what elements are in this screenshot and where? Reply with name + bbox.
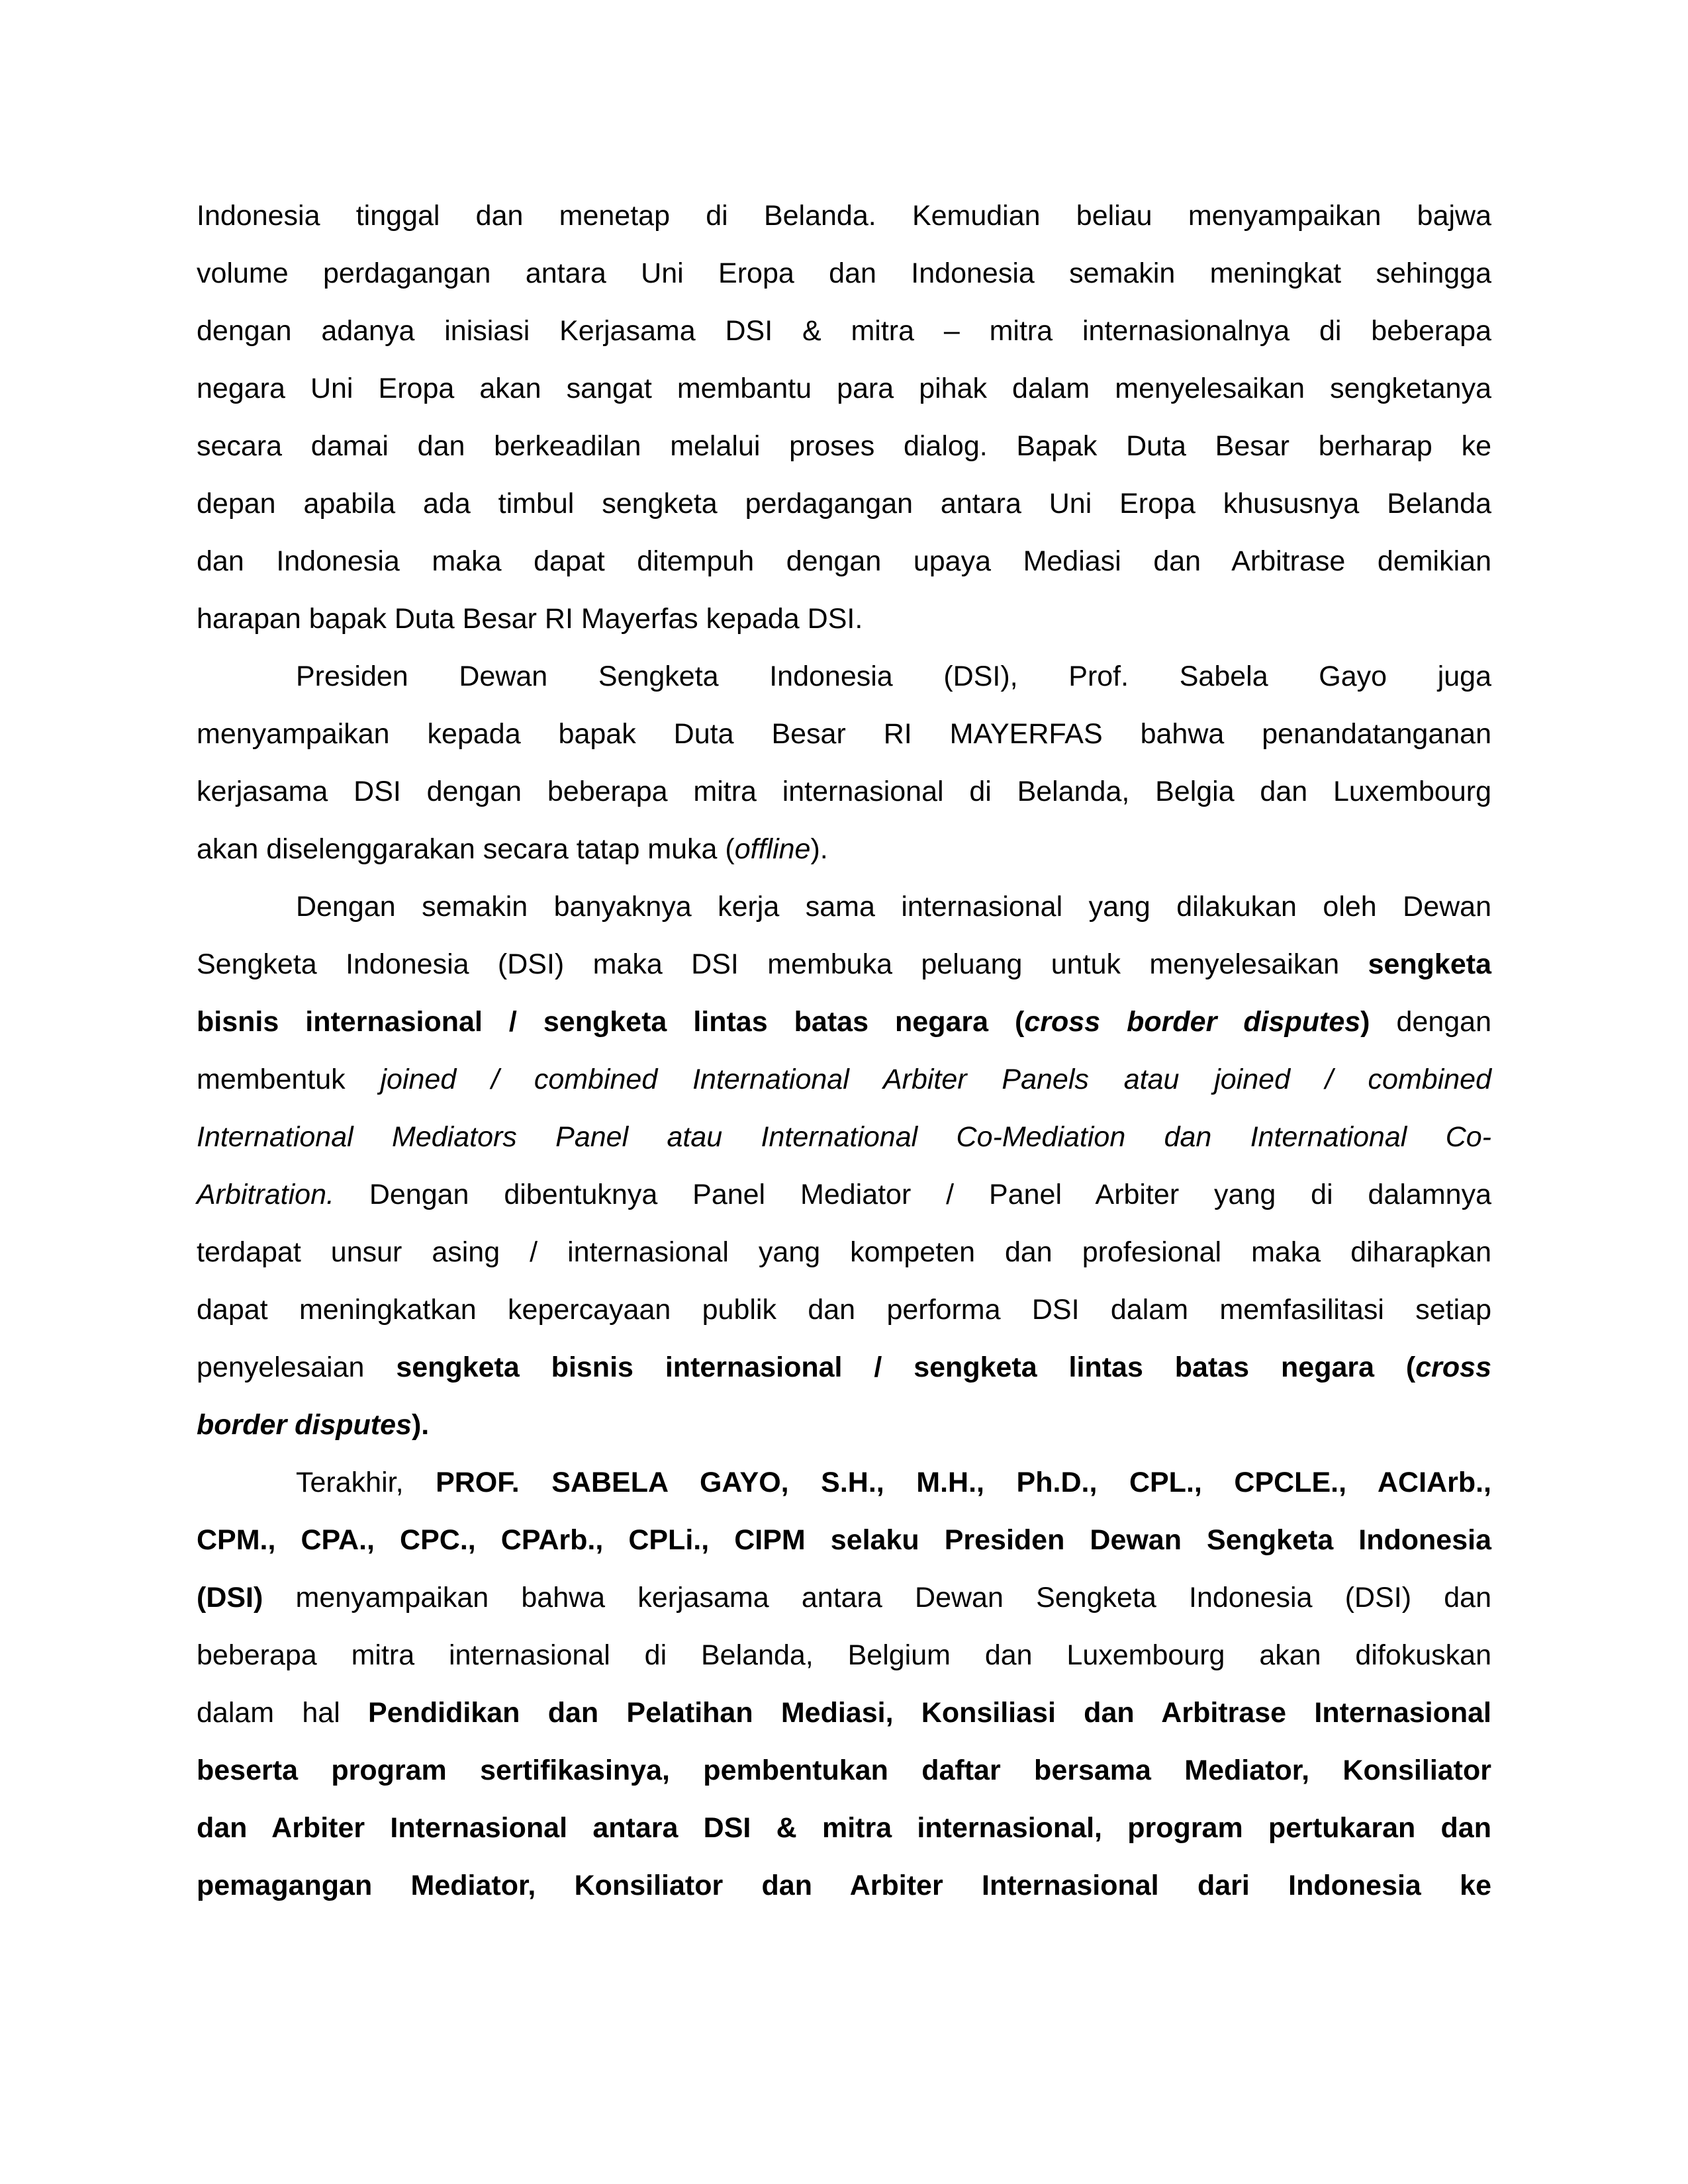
text-segment: dengan adanya inisiasi Kerjasama DSI & mitra – mitra internasionalnya di beberapa (197, 315, 1491, 347)
text-line (197, 821, 1491, 878)
text-segment: Presiden Dewan Sengketa Indonesia (DSI), Prof. Sabela Gayo juga (296, 660, 1491, 692)
text-segment: volume perdagangan antara Uni Eropa dan Indonesia semakin meningkat sehingga (197, 257, 1491, 289)
text-segment: negara Uni Eropa akan sangat membantu para pihak dalam menyelesaikan sengketanya (197, 373, 1491, 404)
text-segment: menyampaikan kepada bapak Duta Besar RI MAYERFAS bahwa penandatanganan (197, 718, 1491, 750)
text-segment: Indonesia tinggal dan menetap di Belanda. Kemudian beliau menyampaikan bajwa (197, 200, 1491, 232)
text-segment: Dengan dibentuknya Panel Mediator / Panel Arbiter yang di dalamnya (334, 1179, 1491, 1210)
text-line (197, 993, 1491, 1051)
text-segment: cross (1415, 1351, 1491, 1383)
text-segment: bisnis internasional / sengketa lintas batas negara ( (197, 1006, 1025, 1038)
text-line (197, 1857, 1491, 1915)
text-segment: ). (810, 833, 828, 865)
text-segment: penyelesaian (197, 1351, 397, 1383)
text-line (197, 1512, 1491, 1569)
text-segment: beberapa mitra internasional di Belanda, Belgium dan Luxembourg akan difokuskan (197, 1639, 1491, 1671)
text-line (197, 418, 1491, 475)
text-segment: joined / combined International Arbiter Panels atau joined / combined (380, 1064, 1491, 1095)
text-line (197, 1166, 1491, 1224)
text-line (197, 533, 1491, 590)
text-line (197, 590, 1491, 648)
text-segment: border disputes (197, 1409, 412, 1441)
text-segment: Terakhir, (296, 1467, 436, 1498)
text-line (197, 1684, 1491, 1742)
text-line (197, 475, 1491, 533)
paragraph (197, 1454, 1491, 1915)
text-segment: depan apabila ada timbul sengketa perdagangan antara Uni Eropa khususnya Belanda (197, 488, 1491, 520)
text-segment: International Mediators Panel atau International Co-Mediation dan International Co- (197, 1121, 1491, 1153)
text-line (197, 1281, 1491, 1339)
text-segment: kerjasama DSI dengan beberapa mitra internasional di Belanda, Belgia dan Luxembourg (197, 776, 1491, 807)
text-line (197, 1051, 1491, 1109)
text-line (197, 1224, 1491, 1281)
text-line (197, 1799, 1491, 1857)
text-line (197, 245, 1491, 302)
text-segment: sengketa (1368, 948, 1491, 980)
text-line (197, 1109, 1491, 1166)
text-line (197, 648, 1491, 705)
text-segment: Pendidikan dan Pelatihan Mediasi, Konsiliasi dan Arbitrase Internasional (368, 1697, 1491, 1729)
text-line (197, 1339, 1491, 1396)
text-line (197, 936, 1491, 993)
text-segment: CPM., CPA., CPC., CPArb., CPLi., CIPM selaku Presiden Dewan Sengketa Indonesia (197, 1524, 1491, 1556)
text-segment: cross border disputes (1024, 1006, 1361, 1038)
text-segment: membentuk (197, 1064, 381, 1095)
text-line (197, 1396, 1491, 1454)
text-segment: Dengan semakin banyaknya kerja sama internasional yang dilakukan oleh Dewan (296, 891, 1491, 923)
text-segment: offline (734, 833, 811, 865)
paragraph (197, 648, 1491, 878)
text-line (197, 1569, 1491, 1627)
text-line (197, 1627, 1491, 1684)
text-segment: ). (411, 1409, 430, 1441)
text-segment: Sengketa Indonesia (DSI) maka DSI membuka peluang untuk menyelesaikan (197, 948, 1368, 980)
text-segment: secara damai dan berkeadilan melalui proses dialog. Bapak Duta Besar berharap ke (197, 430, 1491, 462)
text-segment: sengketa bisnis internasional / sengketa lintas batas negara ( (396, 1351, 1416, 1383)
text-line (197, 878, 1491, 936)
text-segment: Arbitration. (197, 1179, 334, 1210)
text-segment: terdapat unsur asing / internasional yang kompeten dan profesional maka diharapkan (197, 1236, 1491, 1268)
text-segment: akan diselenggarakan secara tatap muka ( (197, 833, 735, 865)
paragraph (197, 187, 1491, 648)
text-line (197, 705, 1491, 763)
text-segment: PROF. SABELA GAYO, S.H., M.H., Ph.D., CPL., CPCLE., ACIArb., (436, 1467, 1491, 1498)
text-line (197, 302, 1491, 360)
text-segment: dalam hal (197, 1697, 369, 1729)
text-segment: pemagangan Mediator, Konsiliator dan Arbiter Internasional dari Indonesia ke (197, 1870, 1491, 1901)
document-body (197, 187, 1491, 1915)
text-segment: dengan (1370, 1006, 1491, 1038)
text-line (197, 1454, 1491, 1512)
text-segment: dan Indonesia maka dapat ditempuh dengan upaya Mediasi dan Arbitrase demikian (197, 545, 1491, 577)
paragraph (197, 878, 1491, 1454)
text-line (197, 1742, 1491, 1799)
text-segment: dapat meningkatkan kepercayaan publik dan performa DSI dalam memfasilitasi setiap (197, 1294, 1491, 1326)
text-line (197, 187, 1491, 245)
text-segment: ) (1360, 1006, 1370, 1038)
text-segment: beserta program sertifikasinya, pembentukan daftar bersama Mediator, Konsiliator (197, 1754, 1491, 1786)
text-segment: (DSI) (197, 1582, 263, 1614)
text-segment: menyampaikan bahwa kerjasama antara Dewan Sengketa Indonesia (DSI) dan (263, 1582, 1491, 1614)
text-line (197, 763, 1491, 821)
text-segment: harapan bapak Duta Besar RI Mayerfas kepada DSI. (197, 603, 863, 635)
text-line (197, 360, 1491, 418)
text-segment: dan Arbiter Internasional antara DSI & mitra internasional, program pertukaran dan (197, 1812, 1491, 1844)
